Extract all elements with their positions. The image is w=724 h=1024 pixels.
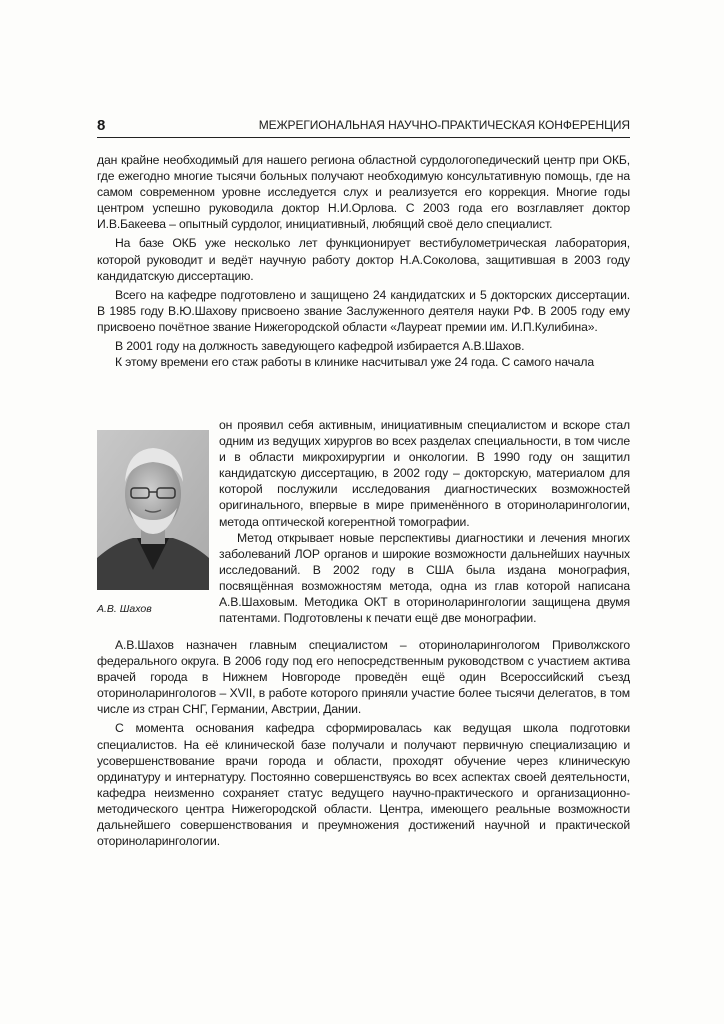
paragraph: На базе ОКБ уже несколько лет функционирует вестибулометрическая лаборатория, которой руководит и ведёт научную работу доктор Н.А.Соколова, защитившая в 2003 году кандидатскую диссертацию.: [97, 236, 630, 283]
page-header: [97, 115, 630, 138]
paragraph: В 2001 году на должность заведующего кафедрой избирается А.В.Шахов.: [115, 339, 525, 354]
paragraph: Метод открывает новые перспективы диагностики и лечения многих заболеваний ЛОР органов и широкие возможности дальнейших научных исследований. В 2002 году в США была издана монография, посвящённая возможностям метода, одна из глав которой написана А.В.Шаховым. Методика ОКТ в оториноларингологии защищена двумя патентами. Подготовлены к печати ещё две монографии.: [219, 530, 630, 626]
body-text-beside-photo: [219, 417, 630, 626]
portrait-photo: [97, 430, 209, 590]
paragraph: А.В.Шахов назначен главным специалистом – оториноларингологом Приволжского федерального округа. В 2006 году под его непосредственным руководством с участием актива врачей города в Нижнем Новгороде проведён ещё один Всероссийский съезд оториноларингологов – XVII, в работе которого приняли участие более тысячи делегатов, в том числе из стран СНГ, Германии, Австрии, Дании.: [97, 638, 630, 717]
paragraph: Всего на кафедре подготовлено и защищено 24 кандидатских и 5 докторских диссертации. В 1985 году В.Ю.Шахову присвоено звание Заслуженного деятеля науки РФ. В 2005 году ему присвоено почётное звание Нижегородской области «Лауреат премии им. И.П.Кулибина».: [97, 287, 630, 334]
paragraph: он проявил себя активным, инициативным специалистом и вскоре стал одним из ведущих хирургов во всех разделах специальности, в том числе и в области микрохирургии и онкологии. В 1990 году он защитил кандидатскую диссертацию, в 2002 году – докторскую, материалом для которой послужили исследования диагностических возможностей оригинального, впервые в мире применённого в оториноларингологии, метода оптической когерентной томографии.: [219, 418, 630, 529]
portrait-image: [97, 430, 209, 590]
body-text-bottom: [97, 637, 630, 849]
photo-caption: А.В. Шахов: [97, 603, 152, 615]
running-title: МЕЖРЕГИОНАЛЬНАЯ НАУЧНО-ПРАКТИЧЕСКАЯ КОНФЕРЕНЦИЯ: [258, 118, 630, 132]
paragraph: С момента основания кафедра сформировалась как ведущая школа подготовки специалистов. На её клинической базе получали и получают первичную специализацию и усовершенствование врачи города и области, проходят обучение через клиническую ординатуру и интернатуру. Постоянно совершенствуясь во всех аспектах своей деятельности, кафедра неизменно сохраняет статус ведущего научно-практического и организационно-методического центра Нижегородской области. Центра, имеющего реальные возможности дальнейшего совершенствования и преумножения достижений научной и практической оториноларингологии.: [97, 721, 630, 849]
body-text-top: [97, 152, 630, 370]
paragraph: дан крайне необходимый для нашего региона областной сурдологопедический центр при ОКБ, где ежегодно многие тысячи больных получают необходимую консультативную помощь, где на самом современном уровне исследуется слух и реализуется его коррекция. Многие годы центром успешно руководила доктор Н.И.Орлова. С 2003 года его возглавляет доктор И.В.Бакеева – опытный сурдолог, инициативный, любящий своё дело специалист.: [97, 153, 630, 232]
paragraph: К этому времени его стаж работы в клинике насчитывал уже 24 года. С самого начала: [115, 355, 595, 370]
page-number: 8: [97, 117, 106, 134]
